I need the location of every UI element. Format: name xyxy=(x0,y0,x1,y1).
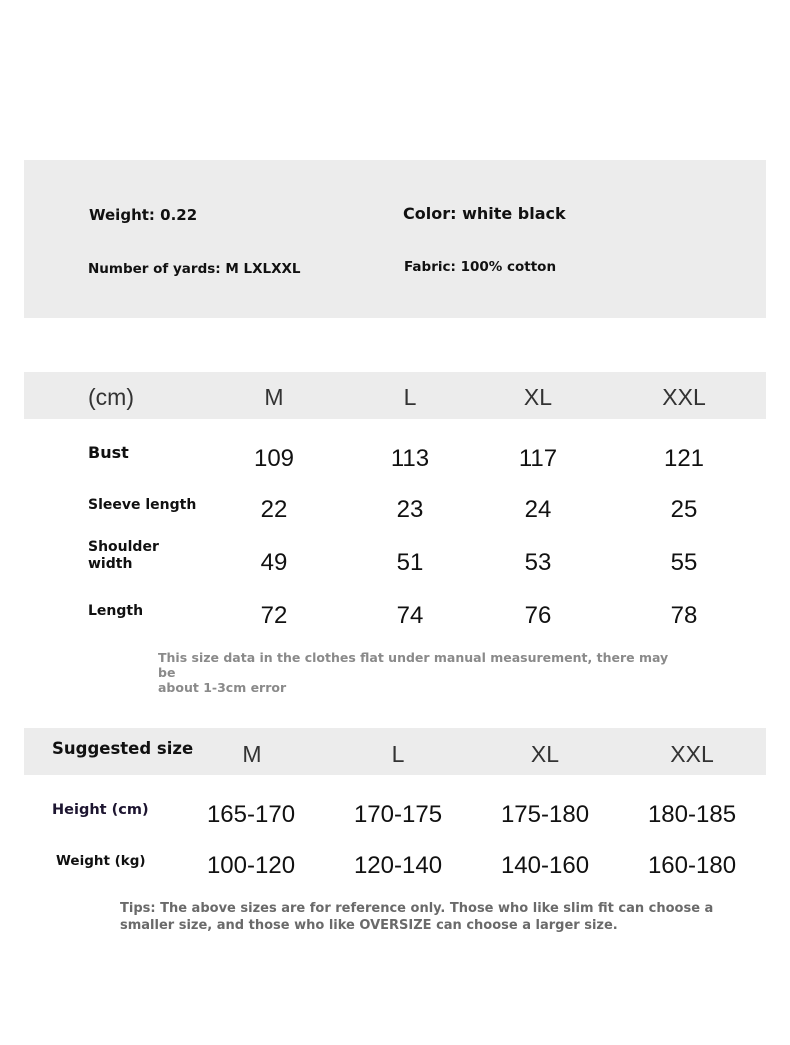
table-cell: 51 xyxy=(396,549,424,576)
table-cell: 180-185 xyxy=(647,801,737,828)
row-label-bust: Bust xyxy=(88,443,129,462)
row-label-height: Height (cm) xyxy=(52,802,149,818)
table-cell: 72 xyxy=(260,602,288,629)
table-cell: 76 xyxy=(524,602,552,629)
size-table-header xyxy=(24,372,766,419)
table-cell: 170-175 xyxy=(353,801,443,828)
tips-note xyxy=(120,900,720,934)
table-cell: 175-180 xyxy=(500,801,590,828)
row-label-length: Length xyxy=(88,603,144,619)
suggested-header-xl: XL xyxy=(530,741,560,767)
table-cell: 117 xyxy=(518,445,558,472)
size-header-m: M xyxy=(264,384,284,410)
table-cell: 109 xyxy=(253,445,295,472)
row-label-sleeve-length: Sleeve length xyxy=(88,497,197,513)
table-cell: 23 xyxy=(396,496,424,523)
unit-header: (cm) xyxy=(88,384,134,410)
size-header-xl: XL xyxy=(523,384,553,410)
table-cell: 165-170 xyxy=(206,801,296,828)
suggested-header-l: L xyxy=(391,741,405,767)
row-label-line: Shoulder xyxy=(88,539,159,555)
table-cell: 160-180 xyxy=(647,852,737,879)
row-label-shoulder-width xyxy=(88,539,159,573)
table-cell: 78 xyxy=(670,602,698,629)
table-cell: 24 xyxy=(524,496,552,523)
fabric-info: Fabric: 100% cotton xyxy=(404,259,557,275)
color-info: Color: white black xyxy=(403,204,566,223)
product-info-panel xyxy=(24,160,766,318)
table-cell: 120-140 xyxy=(353,852,443,879)
suggested-header-xxl: XXL xyxy=(670,741,714,767)
table-cell: 55 xyxy=(670,549,698,576)
table-cell: 113 xyxy=(390,445,430,472)
weight-info: Weight: 0.22 xyxy=(89,206,198,224)
note-line: about 1-3cm error xyxy=(158,680,287,695)
suggested-header-m: M xyxy=(242,741,262,767)
tips-line: smaller size, and those who like OVERSIZE can choose a larger size. xyxy=(120,918,618,933)
table-cell: 121 xyxy=(663,445,705,472)
tips-line: Tips: The above sizes are for reference only. Those who like slim fit can choose a xyxy=(120,901,714,916)
measurement-note xyxy=(158,650,678,695)
note-line: This size data in the clothes flat under manual measurement, there may be xyxy=(158,650,669,680)
yards-info: Number of yards: M LXLXXL xyxy=(88,261,301,277)
table-cell: 49 xyxy=(260,549,288,576)
table-cell: 25 xyxy=(670,496,698,523)
row-label-line: width xyxy=(88,556,133,572)
table-cell: 74 xyxy=(396,602,424,629)
size-header-l: L xyxy=(403,384,417,410)
size-header-xxl: XXL xyxy=(662,384,706,410)
row-label-weight: Weight (kg) xyxy=(56,853,146,869)
table-cell: 140-160 xyxy=(500,852,590,879)
table-cell: 22 xyxy=(260,496,288,523)
table-cell: 100-120 xyxy=(206,852,296,879)
table-cell: 53 xyxy=(524,549,552,576)
suggested-size-title: Suggested size xyxy=(52,739,194,758)
